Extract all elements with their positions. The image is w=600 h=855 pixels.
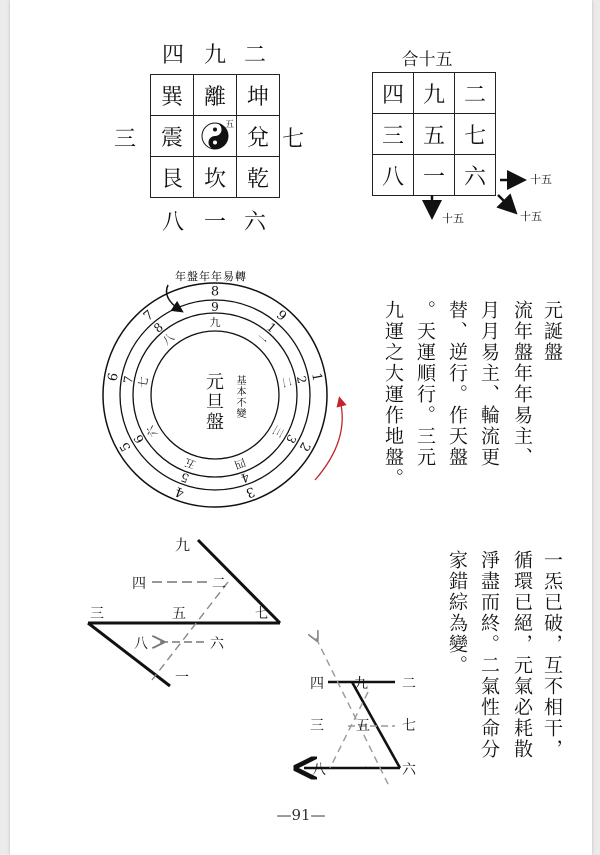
d2-label-five: 五 [356, 718, 370, 734]
inner-char-5: 五 [182, 455, 198, 472]
center-five-mark: 五 [224, 120, 234, 130]
outer-number-4: 3 [243, 483, 257, 501]
text-col-5: 。天運順行。三元 [414, 300, 436, 468]
page-number-value: 91 [291, 806, 311, 824]
bagua-grid [150, 74, 280, 198]
loshu-cell: 四 [373, 73, 414, 114]
outer-number-7: 6 [105, 371, 122, 383]
text-col-2: 流年盤年年易主、 [511, 300, 533, 468]
text-col-4: 替、逆行。作天盤 [446, 300, 468, 468]
page-number: —91— [276, 806, 326, 824]
nine-star-circle [90, 280, 360, 510]
d1-label-seven: 七 [255, 606, 269, 622]
middle-number-6: 6 [131, 432, 147, 446]
trigram-li: 離 [194, 75, 237, 116]
text-col-9: 淨盡而終。二氣性命分 [478, 550, 500, 760]
outer-number-5: 4 [173, 483, 187, 501]
inner-char-1: 一 [253, 330, 271, 348]
text-col-8: 循環已絕，元氣必耗散 [511, 550, 533, 760]
middle-number-1: 1 [264, 319, 279, 336]
grid1-bottom-label-2: 一 [203, 210, 226, 235]
outer-number-2: 1 [308, 371, 325, 383]
middle-number-4: 4 [239, 469, 252, 486]
trigram-dui: 兌 [237, 116, 280, 157]
middle-number-8: 8 [151, 319, 166, 336]
trigram-kan: 坎 [194, 157, 237, 198]
center-char-3: 盤 [206, 412, 224, 433]
d1-label-five: 五 [172, 606, 186, 622]
text-col-7: 一炁已破，互不相干， [541, 550, 563, 760]
text-col-1: 元誕盤 [541, 300, 563, 363]
d2-label-two: 二 [402, 676, 416, 692]
middle-number-5: 5 [178, 469, 191, 486]
trigram-qian: 乾 [237, 157, 280, 198]
red-rotation-arrow-icon [315, 400, 342, 480]
d2-label-eight: 八 [312, 762, 326, 778]
z-flow-diagram-1 [80, 530, 300, 700]
d2-label-six: 六 [402, 762, 416, 778]
inner-char-0: 九 [209, 315, 221, 329]
d2-label-one: 一 [354, 762, 368, 778]
outer-number-6: 5 [117, 439, 135, 454]
d1-label-eight: 八 [134, 636, 148, 652]
grid2-title: 合十五 [401, 50, 453, 70]
yin-yang-cell [194, 116, 237, 157]
center-note: 基本不變 [234, 375, 245, 419]
loshu-cell: 二 [455, 73, 496, 114]
arrow-down-label: 十五 [442, 212, 464, 225]
d1-label-one: 一 [175, 670, 189, 686]
grid1-right-label: 七 [281, 127, 304, 152]
loshu-cell: 七 [455, 114, 496, 155]
center-char-2: 旦 [206, 392, 224, 413]
grid1-left-label: 三 [113, 127, 136, 152]
circle-top-caption: 年盤年年易轉 [175, 270, 247, 283]
arrow-diagonal-icon [498, 195, 514, 211]
grid1-top-label-1: 四 [161, 43, 184, 68]
d2-label-seven: 七 [402, 718, 416, 734]
d1-label-two: 二 [212, 576, 226, 592]
arrow-diagonal-label: 十五 [520, 210, 542, 223]
loshu-cell: 九 [414, 73, 455, 114]
text-col-3: 月月易主、輪流更 [478, 300, 500, 468]
inner-char-3: 三 [269, 423, 287, 440]
trigram-zhen: 震 [151, 116, 194, 157]
middle-number-2: 2 [293, 374, 310, 385]
inner-char-8: 八 [159, 330, 177, 348]
loshu-cell: 三 [373, 114, 414, 155]
grid1-top-label-3: 二 [243, 43, 266, 68]
inner-char-2: 二 [279, 375, 294, 389]
d2-label-four: 四 [310, 676, 324, 692]
center-char-1: 元 [206, 372, 224, 393]
trigram-gen: 艮 [151, 157, 194, 198]
outer-number-0: 8 [210, 284, 220, 300]
middle-number-7: 7 [120, 374, 137, 385]
middle-number-3: 3 [283, 432, 299, 446]
grid1-bottom-label-1: 八 [161, 210, 184, 235]
book-page [10, 0, 592, 855]
text-col-10: 家錯綜為變。 [446, 550, 468, 676]
loshu-cell: 八 [373, 155, 414, 196]
d1-label-three: 三 [90, 606, 104, 622]
text-col-6: 九運之大運作地盤。 [382, 300, 404, 489]
inner-char-6: 六 [143, 423, 161, 440]
trigram-xun: 巽 [151, 75, 194, 116]
loshu-cell: 一 [414, 155, 455, 196]
z-flow-diagram-2 [290, 630, 450, 795]
grid1-bottom-label-3: 六 [243, 210, 266, 235]
inner-char-7: 七 [136, 375, 151, 389]
loshu-cell: 五 [414, 114, 455, 155]
d1-label-nine: 九 [175, 536, 191, 554]
middle-number-0: 9 [211, 300, 219, 315]
d1-label-six: 六 [210, 636, 224, 652]
d2-label-three: 三 [310, 718, 324, 734]
trigram-kun: 坤 [237, 75, 280, 116]
loshu-cell: 六 [455, 155, 496, 196]
grid1-top-label-2: 九 [203, 43, 226, 68]
outer-number-1: 9 [273, 307, 290, 325]
inner-char-4: 四 [232, 455, 248, 472]
d2-label-nine: 九 [354, 676, 368, 692]
d1-label-four: 四 [132, 576, 146, 592]
outer-number-3: 2 [295, 439, 313, 454]
outer-number-8: 7 [140, 307, 157, 325]
arrow-right-label: 十五 [530, 173, 552, 186]
